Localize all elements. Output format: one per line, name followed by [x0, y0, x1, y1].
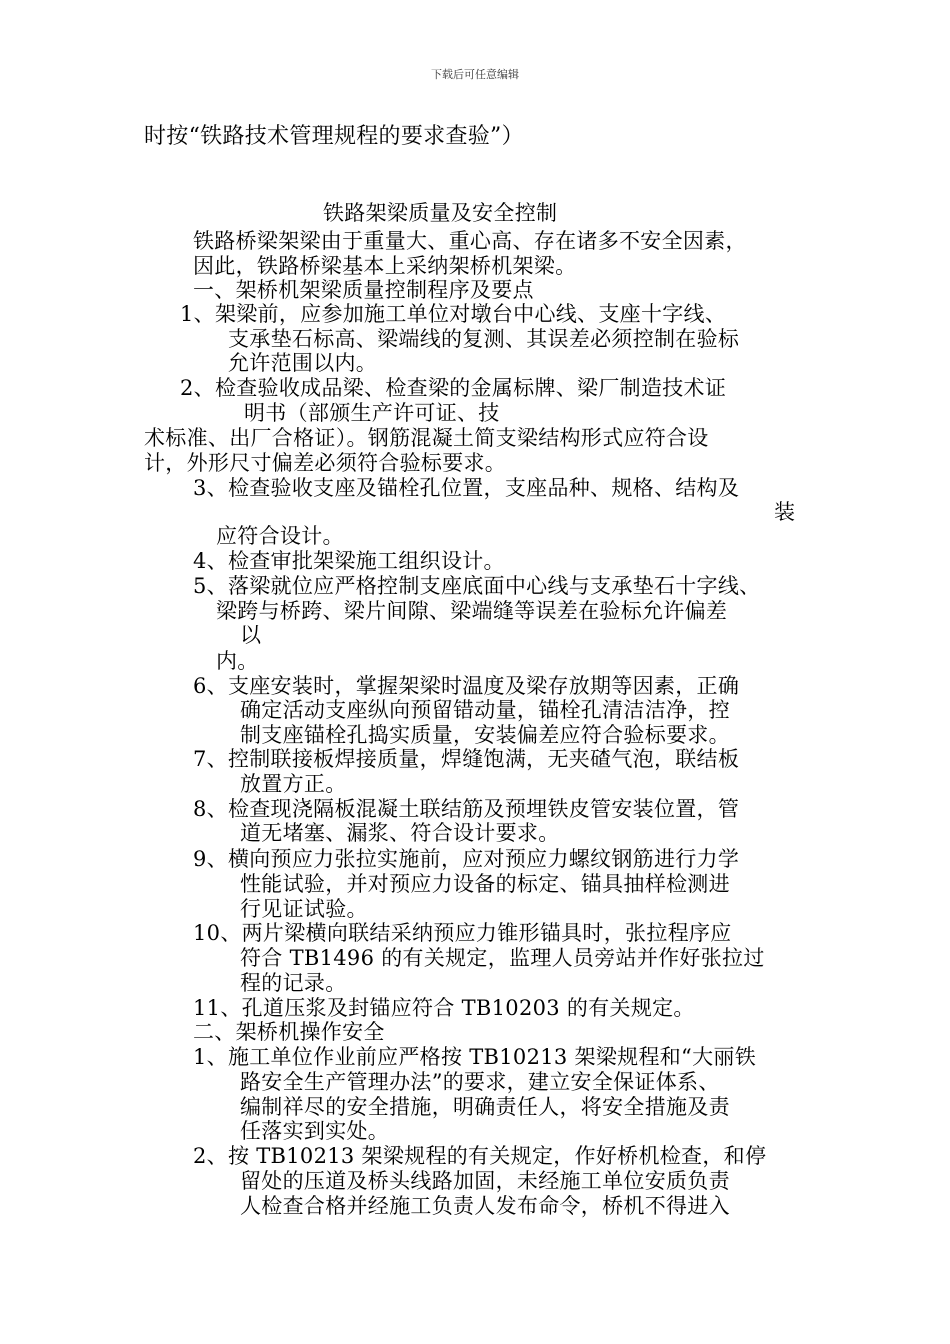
text-line: 确定活动支座纵向预留错动量，锚栓孔清洁洁净，控: [240, 698, 730, 722]
text-line: 3、检查验收支座及锚栓孔位置，支座品种、规格、结构及: [193, 476, 740, 500]
text-line: 以: [240, 623, 262, 647]
text-line: 1、施工单位作业前应严格按 TB10213 架梁规程和“大丽铁: [193, 1045, 756, 1069]
text-line: 5、落梁就位应严格控制支座底面中心线与支承垫石十字线、: [193, 574, 761, 598]
text-line: 应符合设计。: [216, 524, 344, 548]
text-line: 9、横向预应力张拉实施前，应对预应力螺纹钢筋进行力学: [193, 847, 740, 871]
text-line: 10、两片梁横向联结采纳预应力锥形锚具时，张拉程序应: [193, 921, 732, 945]
text-line: 放置方正。: [240, 772, 347, 796]
text-line: 铁路桥梁架梁由于重量大、重心高、存在诸多不安全因素，: [193, 229, 747, 253]
text-line: 行见证试验。: [240, 897, 368, 921]
text-line: 4、检查审批架梁施工组织设计。: [193, 549, 505, 573]
text-line: 梁跨与桥跨、梁片间隙、梁端缝等误差在验标允许偏差: [216, 599, 728, 623]
text-line: 明书（部颁生产许可证、技: [244, 401, 500, 425]
text-line: 时按“铁路技术管理规程的要求查验”）: [144, 124, 524, 149]
text-line: 制支座锚栓孔捣实质量，安装偏差应符合验标要求。: [240, 723, 730, 747]
section-heading: 一、架桥机架梁质量控制程序及要点: [193, 278, 534, 302]
text-line: 7、控制联接板焊接质量，焊缝饱满，无夹碴气泡，联结板: [193, 747, 740, 771]
text-line: 2、按 TB10213 架梁规程的有关规定，作好桥机检查，和停: [193, 1144, 767, 1168]
text-line: 人检查合格并经施工负责人发布命令，桥机不得进入: [240, 1194, 730, 1218]
text-line: 内。: [216, 649, 259, 673]
text-line: 8、检查现浇隔板混凝土联结筋及预埋铁皮管安装位置，管: [193, 797, 740, 821]
text-line: 道无堵塞、漏浆、符合设计要求。: [240, 821, 560, 845]
text-line: 装: [774, 500, 796, 524]
text-line: 计，外形尺寸偏差必须符合验标要求。: [144, 451, 507, 475]
text-line: 程的记录。: [240, 971, 347, 995]
text-line: 6、支座安装时，掌握架梁时温度及梁存放期等因素，正确: [193, 674, 740, 698]
text-line: 留处的压道及桥头线路加固，未经施工单位安质负责: [240, 1169, 730, 1193]
text-line: 任落实到实处。: [240, 1119, 390, 1143]
text-line: 路安全生产管理办法”的要求，建立安全保证体系、: [240, 1070, 720, 1094]
text-line: 编制祥尽的安全措施，明确责任人，将安全措施及责: [240, 1095, 730, 1119]
document-title: 铁路架梁质量及安全控制: [323, 201, 558, 225]
text-line: 术标准、出厂合格证）。钢筋混凝土简支梁结构形式应符合设: [144, 426, 709, 450]
section-heading: 二、架桥机操作安全: [193, 1020, 385, 1044]
text-line: 1、架梁前，应参加施工单位对墩台中心线、支座十字线、: [180, 302, 727, 326]
text-line: 2、检查验收成品梁、检查梁的金属标牌、梁厂制造技术证: [180, 376, 727, 400]
text-line: 因此，铁路桥梁基本上采纳架桥机架梁。: [193, 254, 577, 278]
page-header: 下载后可任意编辑: [431, 68, 519, 81]
text-line: 性能试验，并对预应力设备的标定、锚具抽样检测进: [240, 872, 730, 896]
text-line: 11、孔道压浆及封锚应符合 TB10203 的有关规定。: [193, 996, 695, 1020]
text-line: 符合 TB1496 的有关规定，监理人员旁站并作好张拉过: [240, 946, 765, 970]
text-line: 支承垫石标高、梁端线的复测、其误差必须控制在验标: [228, 327, 740, 351]
text-line: 允许范围以内。: [228, 351, 378, 375]
